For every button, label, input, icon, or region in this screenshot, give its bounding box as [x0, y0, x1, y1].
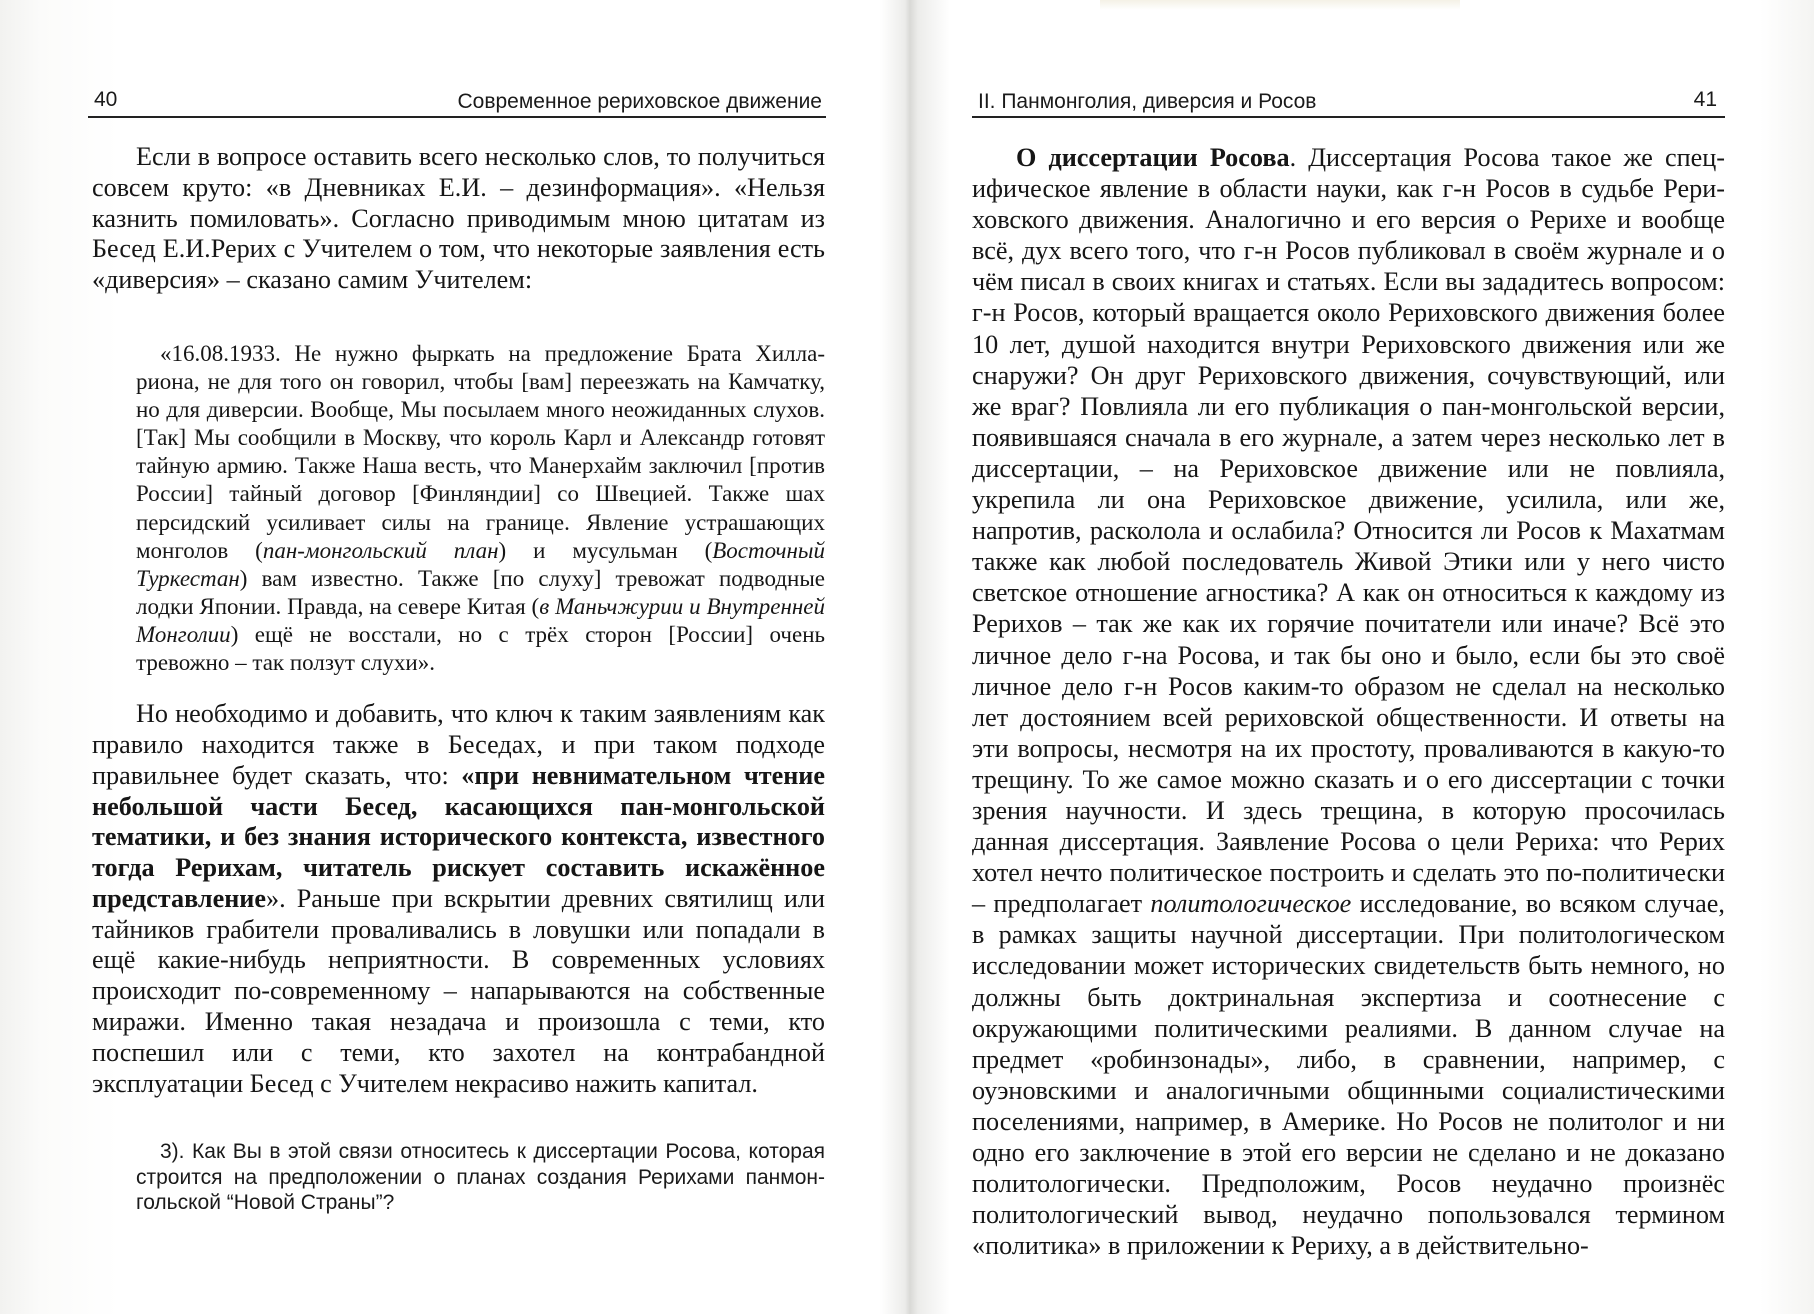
paragraph-bold-lead: О диссертации Росова — [1016, 143, 1290, 172]
left-page-header — [88, 84, 826, 118]
quote-italic: Восточный Туркестан — [136, 537, 825, 591]
quote-text: ) ещё не восстали, но с трёх сторон [России] очень тревожно – так ползут слухи». — [136, 621, 825, 676]
paragraph: Если в вопросе оставить всего несколько слов, то получиться совсем круто: «в Дневниках Е.И. – дезинформация». «Нельзя казнить помиловать». Согласно приводимым мною цитатам из Бесед Е.И.Рерих с Учителем о том, что некоторые заявления есть «диверсия» – сказано самим Учителем: — [92, 142, 825, 295]
left-page — [0, 0, 905, 1314]
page-number: 41 — [1693, 88, 1717, 111]
right-page-body — [972, 142, 1725, 1261]
paragraph-italic: политологическое — [1150, 889, 1352, 919]
paragraph-text: . Диссертация Росова такое же специфическое явление в области науки, как г-н Росов в судьбе Рериховского движения. Аналогично и его версия о Рерихе и вообще всё, дух всего того, что г-н Росов публиковал в своём журнале и о чём писал в своих книгах и статьях. Если вы зададитесь вопросом: г-н Росов, который вращается около Рериховского движения более 10 лет, душой находится внутри Рериховского движения или же снаружи? Он друг Рериховского движения, сочувствующий, или же враг? Повлияла ли его публикация о пан-монгольской версии, появившаяся сначала в его журнале, а затем через несколько лет в диссертации, – на Рериховское движение или не повлияла, укрепила ли она Рериховское движение, усилила, или же, напротив, расколола и ослабила? Относится ли Росов к Махатмам также как любой последователь Живой Этики или у него чисто светское отношение агностика? А как он относиться к каждому из Рерихов – так же как их горячие почитатели или иначе? Всё это личное дело г-на Росова, и так бы оно и было, если бы это своё личное дело г-н Росов каким-то образом не сделал на несколько лет достоянием всей рериховской общественности. И ответы на эти вопросы, несмотря на их простоту, проваливаются в какую-то трещину. То же самое можно сказать и о его диссертации с точки зрения научности. И здесь трещина, в которую просочилась данная диссертация. Заявление Росова о цели Рериха: что Рерих хотел нечто политическое построить и сделать это по-политически – предполагает — [972, 143, 1725, 919]
left-page-body — [92, 142, 825, 1216]
paragraph-text: ». Раньше при вскрытии древних святилищ или тайников грабители проваливались в ловушки или попадали в ещё какие-нибудь неприятности. В современных условиях происходит по-современному – напарываются на собственные миражи. Именно такая незадача и произошла с теми, кто поспешил или с теми, кто захотел на контрабандной эксплуатации Бесед с Учителем некрасиво нажить капитал. — [92, 883, 825, 1098]
quote-italic: пан-монгольский план — [262, 537, 499, 563]
quote-text: «16.08.1933. Не нужно фыркать на предложение Брата Хиллариона, не для того он говорил, чтобы [вам] переезжать на Камчатку, но для диверсии. Вообще, Мы посылаем много неожиданных слухов. [Так] Мы сообщили в Москву, что король Карл и Александр готовят тайную армию. Также Наша весть, что Манерхайм заключил [против России] тайный договор [Финляндии] со Швецией. Также шах персидский усиливает силы на границе. Явление устрашающих монголов ( — [136, 340, 825, 563]
paragraph — [92, 699, 825, 1099]
quote-italic: в Маньчжурии и Внутренней Монголии — [136, 593, 825, 647]
right-page-header — [972, 84, 1725, 118]
block-quote — [136, 340, 825, 677]
paragraph-text: Но необходимо и добавить, что ключ к таким заявлениям как правило находится также в Беседах, и при таком подходе правильнее будет сказать, что: — [92, 699, 825, 790]
quote-text: ) вам известно. Также [по слуху] тревожат подводные лодки Японии. Правда, на севере Китая ( — [136, 565, 825, 619]
right-page — [912, 0, 1814, 1314]
quote-text: ) и мусульман ( — [498, 537, 713, 563]
paragraph-text: исследование, во всяком случае, в рамках защиты научной диссертации. При политологическом исследовании может исторических свидетельств быть немного, но должны быть доктринальная экспертиза и соотнесение с окружающими политическими реалиями. В данном случае на предмет «робинзонады», либо, в сравнении, например, с оуэновскими и аналогичными общинными социалистическими поселениями, например, в Америке. Но Росов не политолог и ни одно его заключение в этой его версии не сделано и не доказано политологически. Предположим, Росов неудачно произнёс политологический вывод, неудачно попользовался термином «политика» в приложении к Рериху, а в действительно- — [972, 889, 1725, 1261]
paragraph — [972, 142, 1725, 1261]
paragraph-bold: «при невнимательном чтение небольшой части Бесед, касающихся пан-монгольской тематики, и без знания исторического контекста, известного тогда Рерихам, читатель рискует составить искажённое представление — [92, 760, 825, 913]
running-header: Современное рериховское движение — [457, 90, 822, 113]
running-header: II. Панмонголия, диверсия и Росов — [978, 90, 1317, 113]
page-number: 40 — [94, 88, 118, 111]
interview-question: 3). Как Вы в этой связи относитесь к диссертации Росова, которая строится на предположении о планах создания Рерихами панмонгольской “Новой Страны”? — [136, 1140, 825, 1215]
